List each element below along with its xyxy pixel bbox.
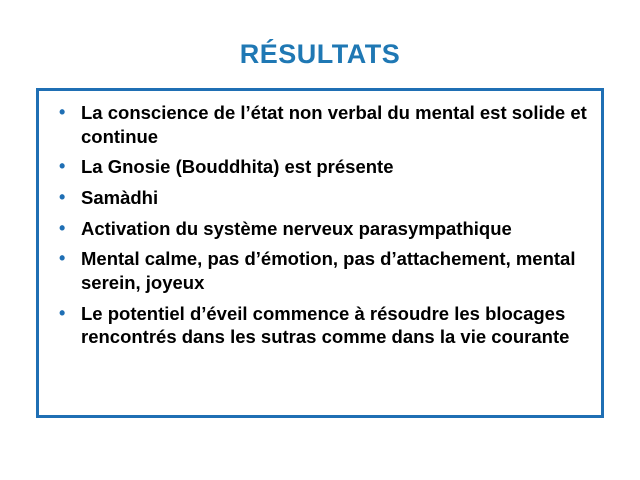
page-title: RÉSULTATS [239,39,401,69]
list-item-label: Mental calme, pas d’émotion, pas d’attachement, mental serein, joyeux [81,248,576,294]
bullet-icon: • [59,248,66,269]
list-item-label: Samàdhi [81,187,159,209]
bullet-icon: • [59,302,66,323]
list-item [49,101,593,148]
list-item [49,247,593,294]
list-item-label: Le potentiel d’éveil commence à résoudre les blocages rencontrés dans les sutras comme dans la vie courante [81,302,570,348]
list-item [49,186,593,210]
list-item-label: La conscience de l’état non verbal du mental est solide et continue [81,102,587,147]
list-item [49,302,593,349]
list-item [49,155,593,179]
bullet-list [49,101,593,349]
content-box [36,88,604,418]
bullet-icon: • [59,187,66,208]
bullet-icon: • [59,156,66,177]
bullet-icon: • [59,217,66,238]
bullet-icon: • [59,102,66,122]
list-item-label: Activation du système nerveux parasympathique [81,217,512,239]
list-item-label: La Gnosie (Bouddhita) est présente [81,156,394,178]
list-item [49,217,593,241]
